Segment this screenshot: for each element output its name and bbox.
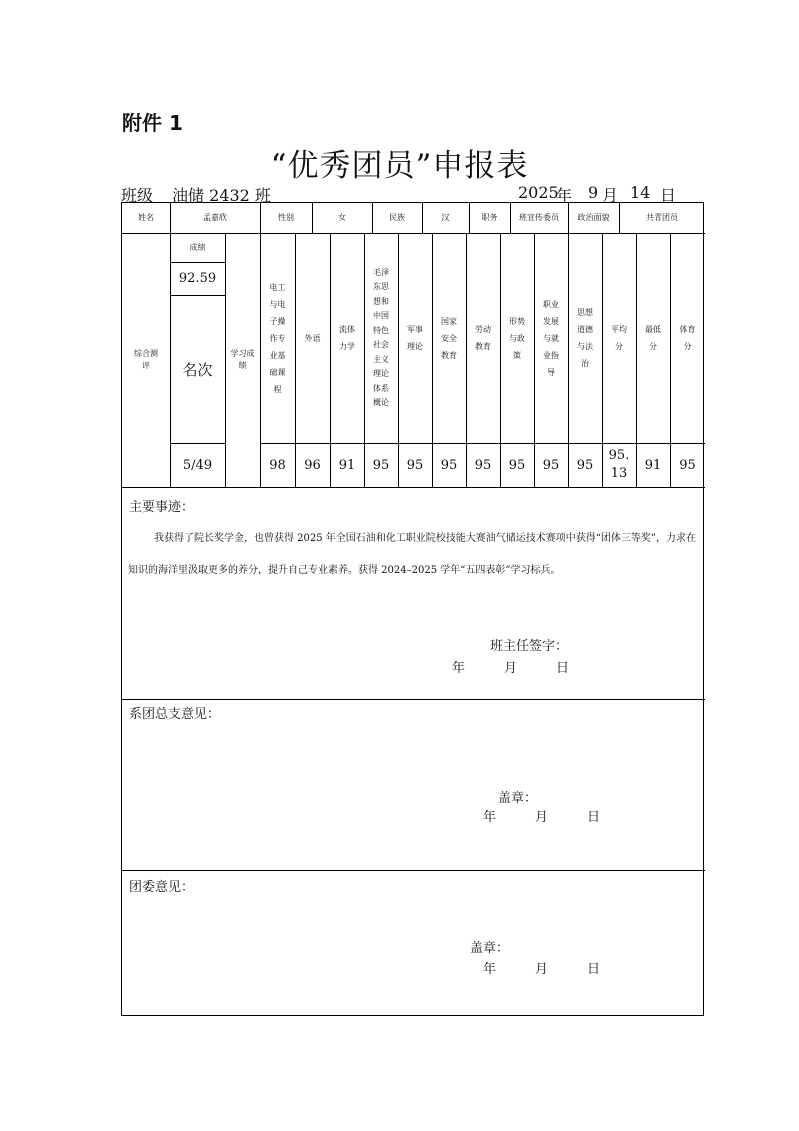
position-value: 班宣传委员	[519, 213, 559, 223]
ethnicity-value: 汉	[441, 213, 450, 223]
deeds-text: 我获得了院长奖学金，也曾获得 2025 年全国石油和化工职业院校技能大赛油气储运技术赛项中获得“团体三等奖”，力求在知识的海洋里汲取更多的养分，提升自己专业素养。获得 2024–2025 学年“五四表彰”学习标兵。	[128, 533, 697, 576]
course-name: 国家安全教育	[441, 316, 457, 360]
course-score: 95	[508, 457, 526, 473]
branch-opinion-label: 系团总支意见：	[129, 707, 221, 722]
course-score: 95	[440, 457, 458, 473]
course-header	[432, 233, 466, 443]
application-form	[121, 202, 704, 1016]
gender-value: 女	[338, 213, 346, 223]
rule	[122, 699, 705, 700]
rank-value: 5/49	[182, 457, 213, 473]
course-header	[295, 233, 330, 443]
course-header	[500, 233, 534, 443]
course-score: 95	[542, 457, 560, 473]
committee-opinion-label: 团委意见：	[129, 880, 195, 895]
course-score: 91	[644, 457, 662, 473]
course-header	[534, 233, 568, 443]
course-name: 形势与政策	[509, 316, 525, 360]
course-name: 电工与电子操作专业基础课程	[269, 282, 286, 394]
course-header	[670, 233, 705, 443]
score-value: 92.59	[178, 271, 217, 286]
course-header	[602, 233, 636, 443]
course-header	[364, 233, 398, 443]
date-day: 14	[630, 183, 651, 202]
course-name: 最低分	[645, 325, 661, 351]
course-header	[466, 233, 500, 443]
name-value: 孟嘉欣	[203, 213, 227, 223]
date-year: 2025	[518, 183, 559, 202]
branch-stamp-date: 年 月 日	[483, 810, 601, 825]
ethnicity-label: 民族	[389, 213, 405, 223]
name-label: 姓名	[138, 213, 154, 223]
date-month: 9	[588, 183, 599, 202]
class-label: 班级	[121, 186, 154, 205]
date-day-unit: 日	[660, 186, 677, 205]
course-name: 体育分	[679, 325, 696, 351]
course-header	[636, 233, 670, 443]
course-name: 外语	[304, 333, 321, 343]
political-label: 政治面貌	[577, 213, 610, 223]
date-year-unit: 年	[556, 186, 573, 205]
rule	[122, 487, 705, 488]
course-score: 96	[304, 457, 321, 473]
attachment-label: 附件 1	[122, 111, 183, 135]
teacher-signature-label: 班主任签字：	[490, 639, 569, 654]
political-value: 共青团员	[646, 213, 678, 223]
course-name: 职业发展与就业指导	[543, 299, 559, 377]
position-label: 职务	[481, 213, 498, 223]
score-label: 成绩	[189, 242, 206, 252]
date-month-unit: 月	[602, 186, 619, 205]
course-header	[398, 233, 432, 443]
course-score: 95	[372, 457, 390, 473]
course-name: 流体力学	[339, 325, 355, 351]
course-name: 军事理论	[407, 325, 423, 351]
study-score-label: 学习成绩	[230, 349, 255, 370]
composite-eval-label: 综合测评	[134, 349, 158, 370]
committee-stamp-label: 盖章：	[470, 941, 510, 956]
course-score: 95	[474, 457, 492, 473]
course-name: 劳动教育	[475, 325, 491, 351]
branch-stamp-label: 盖章：	[498, 791, 538, 806]
course-score: 91	[338, 457, 356, 473]
course-score: 95	[679, 457, 696, 473]
committee-stamp-date: 年 月 日	[483, 962, 601, 977]
teacher-signature-date: 年 月 日	[452, 661, 570, 676]
class-value: 油储 2432 班	[172, 186, 271, 205]
rank-label: 名次	[182, 360, 213, 379]
course-name: 平均分	[611, 325, 627, 351]
course-name: 毛泽东思想和中国特色社会主义理论体系概论	[373, 267, 389, 407]
deeds-label: 主要事迹：	[129, 500, 195, 515]
course-header	[330, 233, 364, 443]
course-name: 思想道德与法治	[577, 308, 593, 368]
page-title: “优秀团员”申报表	[270, 148, 529, 184]
rule	[122, 870, 705, 871]
average-score: 95.13	[608, 448, 630, 481]
course-score: 98	[269, 457, 286, 473]
gender-label: 性别	[278, 213, 294, 223]
course-header	[260, 233, 295, 443]
course-score: 95	[406, 457, 424, 473]
course-score: 95	[576, 457, 594, 473]
course-header	[568, 233, 602, 443]
